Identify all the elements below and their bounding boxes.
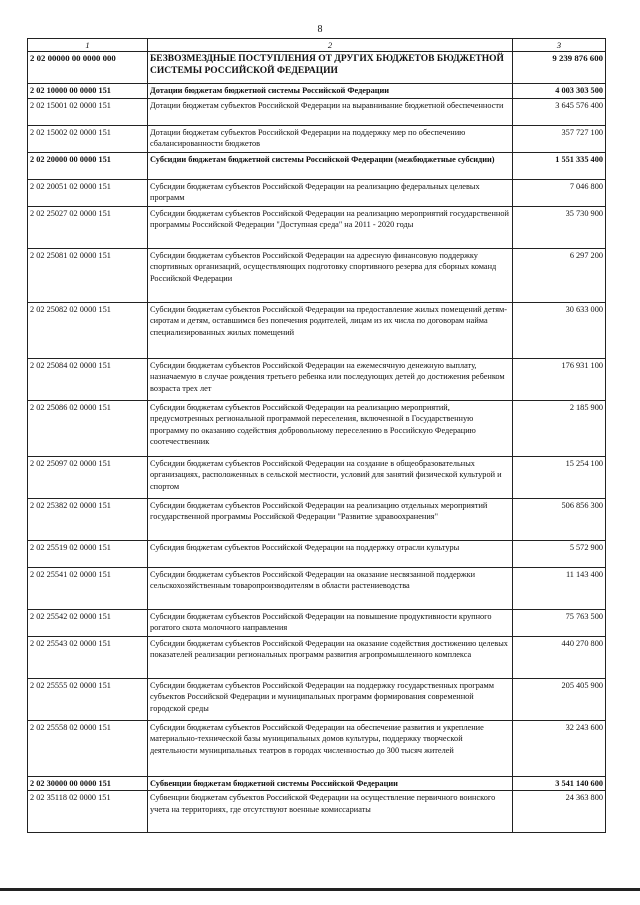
- description-cell: Субсидии бюджетам субъектов Российской Федерации на предоставление жилых помещений детям-сиротам и детям, оставшимся без попечения родителей, лицам из их числа по договорам найма специализированных жилых помещений: [148, 302, 513, 358]
- amount-cell: 5 572 900: [513, 540, 606, 567]
- table-row: [28, 720, 606, 776]
- code-cell: 2 02 00000 00 0000 000: [28, 52, 148, 84]
- code-cell: 2 02 25558 02 0000 151: [28, 720, 148, 776]
- description-cell: Субсидии бюджетам субъектов Российской Федерации на адресную финансовую поддержку спортивных организаций, осуществляющих подготовку спортивного резерва для сборных команд Российской Федерации: [148, 248, 513, 302]
- description-cell: Субсидии бюджетам субъектов Российской Федерации на реализацию мероприятий государственной программы Российской Федерации "Доступная среда" на 2011 - 2020 годы: [148, 206, 513, 248]
- description-cell: Субсидии бюджетам субъектов Российской Федерации на ежемесячную денежную выплату, назначаемую в случае рождения третьего ребенка или последующих детей до достижения ребенком возраста трех лет: [148, 358, 513, 400]
- amount-cell: 440 270 800: [513, 636, 606, 678]
- table-row: [28, 206, 606, 248]
- amount-cell: 11 143 400: [513, 567, 606, 609]
- column-header: 3: [513, 39, 606, 52]
- amount-cell: 7 046 800: [513, 179, 606, 206]
- table-row: [28, 248, 606, 302]
- table-row: [28, 609, 606, 636]
- description-cell: Субсидии бюджетам субъектов Российской Федерации на оказание содействия достижению целевых показателей реализации региональных программ развития агропромышленного комплекса: [148, 636, 513, 678]
- code-cell: 2 02 35118 02 0000 151: [28, 791, 148, 833]
- code-cell: 2 02 25382 02 0000 151: [28, 498, 148, 540]
- amount-cell: 32 243 600: [513, 720, 606, 776]
- code-cell: 2 02 25097 02 0000 151: [28, 456, 148, 498]
- description-cell: Субсидии бюджетам субъектов Российской Федерации на повышение продуктивности крупного рогатого скота молочного направления: [148, 609, 513, 636]
- code-cell: 2 02 10000 00 0000 151: [28, 84, 148, 99]
- description-cell: Субсидии бюджетам бюджетной системы Российской Федерации (межбюджетные субсидии): [148, 152, 513, 179]
- table-row: [28, 52, 606, 84]
- table-row: [28, 302, 606, 358]
- table-header-row: [28, 39, 606, 52]
- page-bottom-rule: [0, 888, 640, 891]
- table-row: [28, 400, 606, 456]
- amount-cell: 9 239 876 600: [513, 52, 606, 84]
- amount-cell: 75 763 500: [513, 609, 606, 636]
- code-cell: 2 02 20000 00 0000 151: [28, 152, 148, 179]
- description-cell: Дотации бюджетам бюджетной системы Российской Федерации: [148, 84, 513, 99]
- description-cell: Субсидии бюджетам субъектов Российской Федерации на реализацию отдельных мероприятий государственной программы Российской Федерации "Развитие здравоохранения": [148, 498, 513, 540]
- amount-cell: 357 727 100: [513, 125, 606, 152]
- column-header: 2: [148, 39, 513, 52]
- amount-cell: 35 730 900: [513, 206, 606, 248]
- amount-cell: 6 297 200: [513, 248, 606, 302]
- code-cell: 2 02 30000 00 0000 151: [28, 776, 148, 791]
- table-row: [28, 567, 606, 609]
- amount-cell: 506 856 300: [513, 498, 606, 540]
- table-row: [28, 791, 606, 833]
- budget-table: [27, 38, 606, 833]
- amount-cell: 1 551 335 400: [513, 152, 606, 179]
- table-row: [28, 358, 606, 400]
- amount-cell: 24 363 800: [513, 791, 606, 833]
- table-row: [28, 84, 606, 99]
- code-cell: 2 02 25027 02 0000 151: [28, 206, 148, 248]
- code-cell: 2 02 15002 02 0000 151: [28, 125, 148, 152]
- code-cell: 2 02 25543 02 0000 151: [28, 636, 148, 678]
- amount-cell: 3 645 576 400: [513, 98, 606, 125]
- amount-cell: 2 185 900: [513, 400, 606, 456]
- code-cell: 2 02 25084 02 0000 151: [28, 358, 148, 400]
- code-cell: 2 02 25082 02 0000 151: [28, 302, 148, 358]
- page-number: 8: [317, 24, 323, 35]
- description-cell: Субсидии бюджетам субъектов Российской Федерации на реализацию федеральных целевых программ: [148, 179, 513, 206]
- code-cell: 2 02 25541 02 0000 151: [28, 567, 148, 609]
- code-cell: 2 02 25081 02 0000 151: [28, 248, 148, 302]
- table-row: [28, 540, 606, 567]
- amount-cell: 30 633 000: [513, 302, 606, 358]
- table-row: [28, 776, 606, 791]
- table-row: [28, 179, 606, 206]
- amount-cell: 15 254 100: [513, 456, 606, 498]
- description-cell: Субсидии бюджетам субъектов Российской Федерации на создание в общеобразовательных организациях, расположенных в сельской местности, условий для занятий физической культурой и спортом: [148, 456, 513, 498]
- amount-cell: 3 541 140 600: [513, 776, 606, 791]
- table-row: [28, 125, 606, 152]
- code-cell: 2 02 25555 02 0000 151: [28, 678, 148, 720]
- code-cell: 2 02 25542 02 0000 151: [28, 609, 148, 636]
- description-cell: Дотации бюджетам субъектов Российской Федерации на поддержку мер по обеспечению сбалансированности бюджетов: [148, 125, 513, 152]
- description-cell: Субсидии бюджетам субъектов Российской Федерации на поддержку государственных программ субъектов Российской Федерации и муниципальных программ формирования современной городской среды: [148, 678, 513, 720]
- table-row: [28, 98, 606, 125]
- description-cell: БЕЗВОЗМЕЗДНЫЕ ПОСТУПЛЕНИЯ ОТ ДРУГИХ БЮДЖЕТОВ БЮДЖЕТНОЙ СИСТЕМЫ РОССИЙСКОЙ ФЕДЕРАЦИИ: [148, 52, 513, 84]
- description-cell: Субсидия бюджетам субъектов Российской Федерации на поддержку отрасли культуры: [148, 540, 513, 567]
- table-row: [28, 456, 606, 498]
- amount-cell: 205 405 900: [513, 678, 606, 720]
- description-cell: Субсидии бюджетам субъектов Российской Федерации на реализацию мероприятий, предусмотренных региональной программой переселения, включенной в Государственную программу по оказанию содействия добровольному переселению в Российскую Федерацию соотечественник: [148, 400, 513, 456]
- description-cell: Субвенции бюджетам субъектов Российской Федерации на осуществление первичного воинского учета на территориях, где отсутствуют военные комиссариаты: [148, 791, 513, 833]
- description-cell: Дотации бюджетам субъектов Российской Федерации на выравнивание бюджетной обеспеченности: [148, 98, 513, 125]
- table-row: [28, 678, 606, 720]
- code-cell: 2 02 15001 02 0000 151: [28, 98, 148, 125]
- code-cell: 2 02 25519 02 0000 151: [28, 540, 148, 567]
- table-row: [28, 636, 606, 678]
- column-header: 1: [28, 39, 148, 52]
- code-cell: 2 02 25086 02 0000 151: [28, 400, 148, 456]
- description-cell: Субсидии бюджетам субъектов Российской Федерации на обеспечение развития и укрепление материально-технической базы муниципальных домов культуры, поддержку творческой деятельности муниципальных театров в городах численностью до 300 тысяч жителей: [148, 720, 513, 776]
- description-cell: Субсидии бюджетам субъектов Российской Федерации на оказание несвязанной поддержки сельскохозяйственным товаропроизводителям в области растениеводства: [148, 567, 513, 609]
- amount-cell: 176 931 100: [513, 358, 606, 400]
- amount-cell: 4 003 303 500: [513, 84, 606, 99]
- code-cell: 2 02 20051 02 0000 151: [28, 179, 148, 206]
- table-row: [28, 498, 606, 540]
- table-row: [28, 152, 606, 179]
- description-cell: Субвенции бюджетам бюджетной системы Российской Федерации: [148, 776, 513, 791]
